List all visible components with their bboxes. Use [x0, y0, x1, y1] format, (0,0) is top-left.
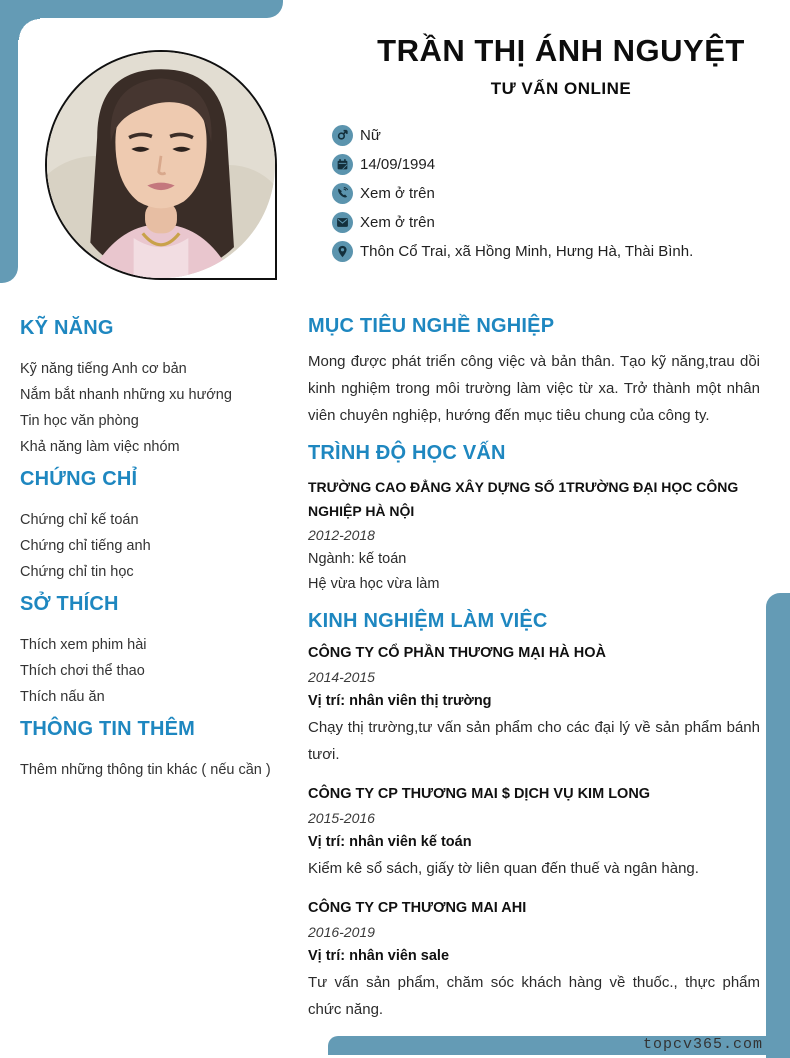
company-name: CÔNG TY CP THƯƠNG MAI $ DỊCH VỤ KIM LONG	[308, 786, 651, 802]
top-bar-decoration	[0, 0, 283, 18]
list-item: Tin học văn phòng	[20, 413, 139, 429]
job-period: 2016-2019	[308, 924, 375, 940]
contact-phone-text: Xem ở trên	[360, 185, 435, 202]
contact-gender	[332, 121, 790, 150]
sidebar	[20, 316, 292, 790]
profile-photo	[47, 52, 275, 278]
contact-phone	[332, 179, 790, 208]
company-name: CÔNG TY CỔ PHẦN THƯƠNG MẠI HÀ HOÀ	[308, 645, 607, 661]
certificates-list	[20, 507, 292, 585]
section-additional-info	[20, 717, 292, 783]
school-name: TRƯỜNG CAO ĐẲNG XÂY DỰNG SỐ 1TRƯỜNG ĐẠI HỌC CÔNG NGHIỆP HÀ NỘI	[308, 479, 739, 519]
additional-info-list	[20, 757, 292, 783]
section-title: CHỨNG CHỈ	[20, 468, 138, 490]
gender-icon	[332, 125, 353, 146]
job-entry	[308, 782, 760, 882]
job-position: Vị trí: nhân viên sale	[308, 948, 450, 964]
section-skills	[20, 316, 292, 460]
section-hobbies	[20, 592, 292, 710]
job-title: TƯ VẤN ONLINE	[490, 79, 632, 98]
company-name: CÔNG TY CP THƯƠNG MAI AHI	[308, 900, 527, 916]
job-period: 2015-2016	[308, 810, 375, 826]
job-position: Vị trí: nhân viên kế toán	[308, 834, 472, 850]
brand-watermark[interactable]: topcv365.com	[643, 1036, 764, 1053]
job-entry	[308, 896, 760, 1023]
candidate-name: TRẦN THỊ ÁNH NGUYỆT	[377, 33, 745, 68]
section-title: MỤC TIÊU NGHỀ NGHIỆP	[308, 315, 555, 337]
objective-text: Mong được phát triển công việc và bản thân. Tạo kỹ năng,trau dồi kinh nghiệm trong môi trường làm việc từ xa. Trở thành một nhân viên chuyên nghiệp, hướng đến mục tiêu chung của công ty.	[308, 353, 760, 424]
section-certificates	[20, 467, 292, 585]
skills-list	[20, 356, 292, 460]
section-title: THÔNG TIN THÊM	[20, 718, 196, 740]
calendar-icon	[332, 154, 353, 175]
contact-email-text: Xem ở trên	[360, 214, 435, 231]
list-item: Thích chơi thể thao	[20, 663, 145, 679]
section-education	[308, 441, 760, 597]
job-description: Tư vấn sản phẩm, chăm sóc khách hàng về thuốc., thực phẩm chức năng.	[308, 974, 760, 1018]
section-objective	[308, 314, 760, 429]
job-position: Vị trí: nhân viên thị trường	[308, 693, 492, 709]
list-item: Thích xem phim hài	[20, 637, 147, 653]
main-content	[308, 314, 760, 1037]
header	[332, 0, 790, 266]
email-icon	[332, 212, 353, 233]
job-description: Chạy thị trường,tư vấn sản phẩm cho các đại lý về sản phẩm bánh tươi.	[308, 719, 760, 763]
contact-email	[332, 208, 790, 237]
job-entry	[308, 641, 760, 768]
list-item: Thích nấu ăn	[20, 689, 105, 705]
section-title: KỸ NĂNG	[20, 317, 114, 339]
list-item: Kỹ năng tiếng Anh cơ bản	[20, 361, 187, 377]
list-item: Chứng chỉ tin học	[20, 564, 134, 580]
education-major: Ngành: kế toán	[308, 551, 407, 567]
job-description: Kiểm kê sổ sách, giấy tờ liên quan đến thuế và ngân hàng.	[308, 860, 699, 877]
section-title: KINH NGHIỆM LÀM VIỆC	[308, 610, 548, 632]
list-item: Nắm bắt nhanh những xu hướng	[20, 387, 232, 403]
list-item: Chứng chỉ kế toán	[20, 512, 139, 528]
portrait-illustration	[47, 52, 275, 278]
hobbies-list	[20, 632, 292, 710]
left-bar-decoration	[0, 0, 18, 283]
contact-birthday-text: 14/09/1994	[360, 156, 436, 173]
contact-birthday	[332, 150, 790, 179]
contact-address-text: Thôn Cổ Trai, xã Hồng Minh, Hưng Hà, Thài Bình.	[360, 243, 694, 260]
education-mode: Hệ vừa học vừa làm	[308, 576, 440, 592]
education-period: 2012-2018	[308, 527, 375, 543]
section-title: SỞ THÍCH	[20, 593, 119, 615]
job-period: 2014-2015	[308, 669, 375, 685]
location-icon	[332, 241, 353, 262]
right-edge-decoration	[766, 593, 790, 1058]
corner-decoration	[18, 18, 40, 40]
list-item: Khả năng làm việc nhóm	[20, 439, 180, 455]
contact-address	[332, 237, 790, 266]
list-item: Chứng chỉ tiếng anh	[20, 538, 151, 554]
contact-list	[332, 121, 790, 266]
section-title: TRÌNH ĐỘ HỌC VẤN	[308, 442, 506, 464]
section-experience	[308, 609, 760, 1023]
list-item: Thêm những thông tin khác ( nếu cần )	[20, 762, 271, 778]
profile-photo-frame	[45, 50, 277, 280]
phone-icon	[332, 183, 353, 204]
contact-gender-text: Nữ	[360, 127, 381, 144]
